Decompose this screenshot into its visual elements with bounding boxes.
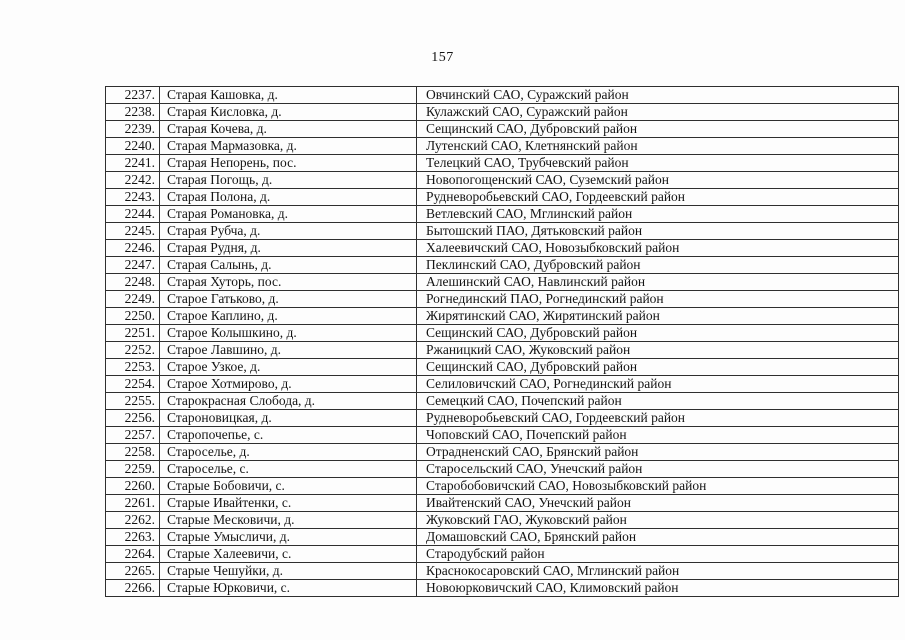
table-row: [106, 189, 899, 206]
district-name: Чоповский САО, Почепский район: [417, 427, 899, 444]
district-name: Новоюрковичский САО, Климовский район: [417, 580, 899, 597]
district-name: Ивайтенский САО, Унечский район: [417, 495, 899, 512]
table-row: [106, 87, 899, 104]
settlement-name: Старые Юрковичи, с.: [160, 580, 417, 597]
settlement-name: Старое Гатьково, д.: [160, 291, 417, 308]
district-name: Жуковский ГАО, Жуковский район: [417, 512, 899, 529]
settlement-name: Староновицкая, д.: [160, 410, 417, 427]
row-number: 2249.: [106, 291, 160, 308]
settlement-name: Старое Узкое, д.: [160, 359, 417, 376]
row-number: 2259.: [106, 461, 160, 478]
table-row: [106, 206, 899, 223]
table-row: [106, 495, 899, 512]
table-row: [106, 563, 899, 580]
district-name: Ветлевский САО, Мглинский район: [417, 206, 899, 223]
settlement-name: Староселье, с.: [160, 461, 417, 478]
settlement-name: Старая Погощь, д.: [160, 172, 417, 189]
row-number: 2250.: [106, 308, 160, 325]
district-name: Сещинский САО, Дубровский район: [417, 121, 899, 138]
district-name: Сещинский САО, Дубровский район: [417, 359, 899, 376]
row-number: 2254.: [106, 376, 160, 393]
row-number: 2264.: [106, 546, 160, 563]
settlement-name: Старокрасная Слобода, д.: [160, 393, 417, 410]
row-number: 2238.: [106, 104, 160, 121]
settlement-name: Старая Кисловка, д.: [160, 104, 417, 121]
district-name: Сещинский САО, Дубровский район: [417, 325, 899, 342]
district-name: Жирятинский САО, Жирятинский район: [417, 308, 899, 325]
table-row: [106, 580, 899, 597]
district-name: Рудневоробьевский САО, Гордеевский район: [417, 189, 899, 206]
table-row: [106, 410, 899, 427]
settlement-name: Староселье, д.: [160, 444, 417, 461]
table-row: [106, 529, 899, 546]
settlement-name: Старая Салынь, д.: [160, 257, 417, 274]
row-number: 2257.: [106, 427, 160, 444]
settlement-name: Старые Халеевичи, с.: [160, 546, 417, 563]
row-number: 2245.: [106, 223, 160, 240]
table-row: [106, 325, 899, 342]
row-number: 2246.: [106, 240, 160, 257]
district-name: Старобобовичский САО, Новозыбковский район: [417, 478, 899, 495]
table-row: [106, 138, 899, 155]
settlement-name: Старая Непорень, пос.: [160, 155, 417, 172]
district-name: Ржаницкий САО, Жуковский район: [417, 342, 899, 359]
row-number: 2261.: [106, 495, 160, 512]
district-name: Старосельский САО, Унечский район: [417, 461, 899, 478]
row-number: 2237.: [106, 87, 160, 104]
settlement-name: Старые Чешуйки, д.: [160, 563, 417, 580]
table-row: [106, 359, 899, 376]
table-row: [106, 461, 899, 478]
table-row: [106, 342, 899, 359]
row-number: 2242.: [106, 172, 160, 189]
table-row: [106, 172, 899, 189]
settlement-name: Старое Лавшино, д.: [160, 342, 417, 359]
table-row: [106, 155, 899, 172]
settlements-table: [105, 86, 899, 597]
district-name: Краснокосаровский САО, Мглинский район: [417, 563, 899, 580]
table-row: [106, 121, 899, 138]
district-name: Телецкий САО, Трубчевский район: [417, 155, 899, 172]
table-row: [106, 478, 899, 495]
row-number: 2251.: [106, 325, 160, 342]
district-name: Лутенский САО, Клетнянский район: [417, 138, 899, 155]
row-number: 2243.: [106, 189, 160, 206]
district-name: Отрадненский САО, Брянский район: [417, 444, 899, 461]
row-number: 2262.: [106, 512, 160, 529]
district-name: Алешинский САО, Навлинский район: [417, 274, 899, 291]
settlement-name: Старое Колышкино, д.: [160, 325, 417, 342]
settlement-name: Старая Рудня, д.: [160, 240, 417, 257]
settlement-name: Старые Месковичи, д.: [160, 512, 417, 529]
district-name: Новопогощенский САО, Суземский район: [417, 172, 899, 189]
settlement-name: Старые Умысличи, д.: [160, 529, 417, 546]
table-row: [106, 291, 899, 308]
row-number: 2240.: [106, 138, 160, 155]
table-row: [106, 376, 899, 393]
row-number: 2253.: [106, 359, 160, 376]
settlement-name: Старая Мармазовка, д.: [160, 138, 417, 155]
district-name: Овчинский САО, Суражский район: [417, 87, 899, 104]
table-row: [106, 274, 899, 291]
district-name: Рогнединский ПАО, Рогнединский район: [417, 291, 899, 308]
district-name: Селиловичский САО, Рогнединский район: [417, 376, 899, 393]
settlement-name: Старая Хуторь, пос.: [160, 274, 417, 291]
table-row: [106, 546, 899, 563]
table-row: [106, 512, 899, 529]
district-name: Халеевичский САО, Новозыбковский район: [417, 240, 899, 257]
settlement-name: Старое Каплино, д.: [160, 308, 417, 325]
row-number: 2256.: [106, 410, 160, 427]
table-row: [106, 427, 899, 444]
table-row: [106, 223, 899, 240]
row-number: 2241.: [106, 155, 160, 172]
row-number: 2265.: [106, 563, 160, 580]
page-number: 157: [431, 50, 454, 65]
settlement-name: Старая Полона, д.: [160, 189, 417, 206]
table-row: [106, 444, 899, 461]
district-name: Рудневоробьевский САО, Гордеевский район: [417, 410, 899, 427]
row-number: 2248.: [106, 274, 160, 291]
settlement-name: Старопочепье, с.: [160, 427, 417, 444]
settlement-name: Старые Бобовичи, с.: [160, 478, 417, 495]
row-number: 2263.: [106, 529, 160, 546]
row-number: 2258.: [106, 444, 160, 461]
settlement-name: Старые Ивайтенки, с.: [160, 495, 417, 512]
table-row: [106, 308, 899, 325]
district-name: Стародубский район: [417, 546, 899, 563]
settlement-name: Старое Хотмирово, д.: [160, 376, 417, 393]
row-number: 2244.: [106, 206, 160, 223]
row-number: 2239.: [106, 121, 160, 138]
settlement-name: Старая Романовка, д.: [160, 206, 417, 223]
row-number: 2260.: [106, 478, 160, 495]
district-name: Пеклинский САО, Дубровский район: [417, 257, 899, 274]
table-row: [106, 240, 899, 257]
district-name: Семецкий САО, Почепский район: [417, 393, 899, 410]
district-name: Бытошский ПАО, Дятьковский район: [417, 223, 899, 240]
row-number: 2255.: [106, 393, 160, 410]
row-number: 2252.: [106, 342, 160, 359]
table-row: [106, 257, 899, 274]
district-name: Кулажский САО, Суражский район: [417, 104, 899, 121]
settlement-name: Старая Кашовка, д.: [160, 87, 417, 104]
table-row: [106, 393, 899, 410]
row-number: 2266.: [106, 580, 160, 597]
settlement-name: Старая Рубча, д.: [160, 223, 417, 240]
table-row: [106, 104, 899, 121]
settlement-name: Старая Кочева, д.: [160, 121, 417, 138]
row-number: 2247.: [106, 257, 160, 274]
district-name: Домашовский САО, Брянский район: [417, 529, 899, 546]
